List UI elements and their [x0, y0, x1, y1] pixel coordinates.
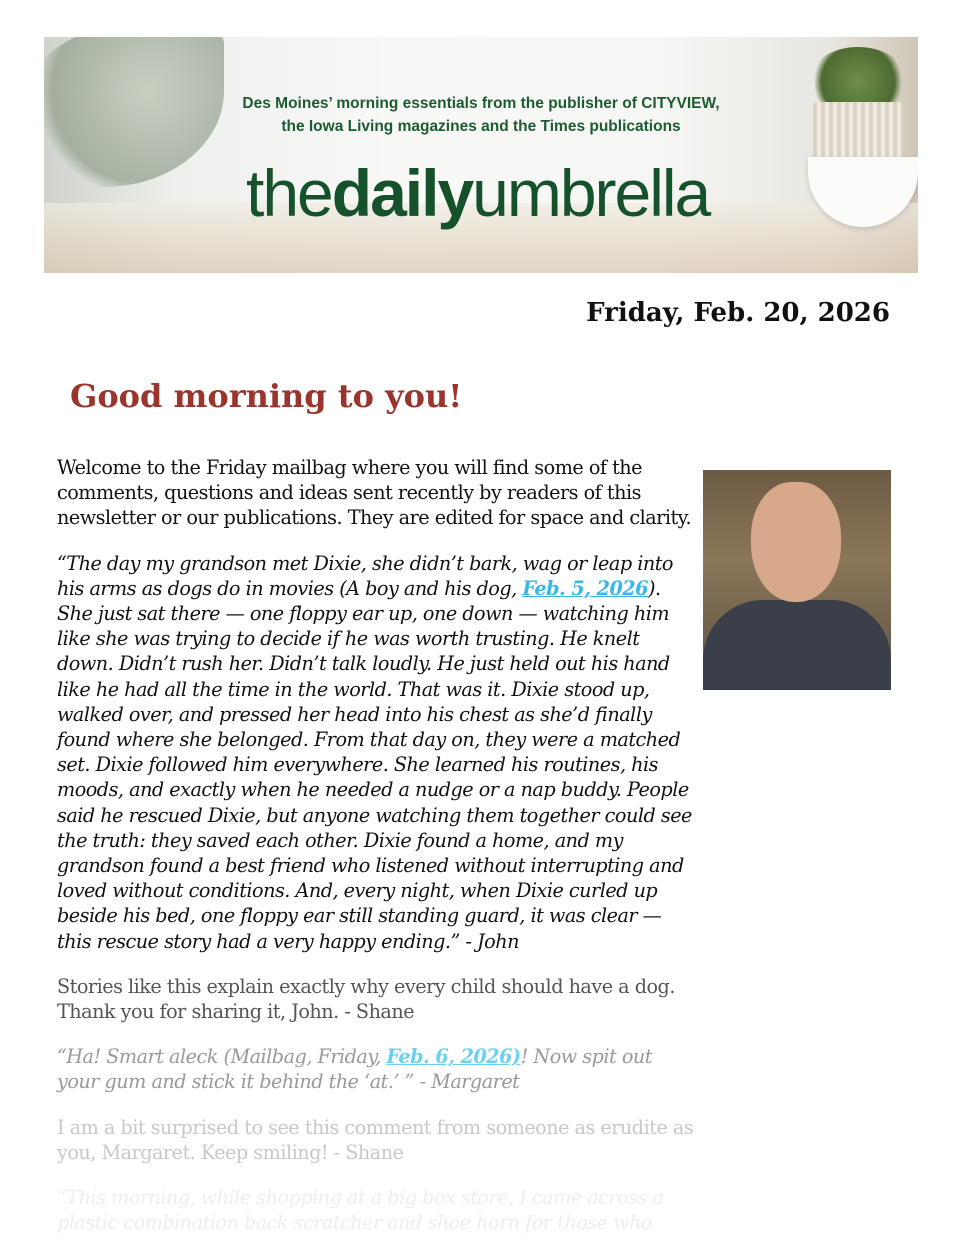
issue-date: Friday, Feb. 20, 2026	[586, 298, 890, 328]
photo-face	[751, 482, 841, 602]
letter-text: “The day my grandson met Dixie, she didn’t bark, wag or leap into his arms as dogs do in movies (A boy and his dog,	[57, 551, 673, 600]
reply-shane-2: I am a bit surprised to see this comment from someone as erudite as you, Margaret. Keep smiling! - Shane	[57, 1115, 694, 1164]
tagline-line-2: the Iowa Living magazines and the Times publications	[281, 118, 681, 135]
author-photo	[703, 470, 891, 690]
greeting-heading: Good morning to you!	[70, 377, 463, 415]
reader-letter-3: “This morning, while shopping at a big box store, I came across a plastic combination back scratcher and shoe horn for those who	[57, 1186, 664, 1235]
logo	[246, 153, 709, 233]
reader-letter-john	[57, 551, 697, 954]
letter-text: “Ha! Smart aleck (Mailbag, Friday,	[57, 1045, 387, 1069]
reply-shane-1: Stories like this explain exactly why every child should have a dog. Thank you for sharing it, John. - Shane	[57, 974, 675, 1024]
link-feb-5-2026[interactable]: Feb. 5, 2026	[522, 576, 649, 600]
tagline-line-1: Des Moines’ morning essentials from the publisher of CITYVIEW,	[242, 95, 720, 112]
header-banner	[44, 37, 918, 273]
link-feb-6-2026[interactable]: Feb. 6, 2026)	[386, 1045, 521, 1069]
article-body	[57, 455, 697, 1255]
letter-text: ! Now spit out your gum and stick it behind the ‘at.’ ” - Margaret	[57, 1045, 652, 1094]
logo-daily: daily	[331, 156, 473, 230]
tagline	[44, 92, 918, 138]
logo-the: the	[246, 156, 332, 230]
reader-letter-margaret	[57, 1044, 697, 1094]
photo-shirt	[703, 600, 891, 690]
intro-paragraph: Welcome to the Friday mailbag where you will find some of the comments, questions and ideas sent recently by readers of this newsletter or our publications. They are edited for space and clarity.	[57, 456, 692, 530]
logo-umbrella: umbrella	[472, 156, 710, 230]
letter-text: ). She just sat there — one floppy ear up, one down — watching him like she was trying to decide if he was worth trusting. He knelt down. Didn’t rush her. Didn’t talk loudly. He just held out his hand like he had all the time in the world. That was it. Dixie stood up, walked over, and pressed her head into his chest as she’d finally found where she belonged. From that day on, they were a matched set. Dixie followed him everywhere. She learned his routines, his moods, and exactly when he needed a nudge or a nap buddy. People said he rescued Dixie, but anyone watching them together could see the truth: they saved each other. Dixie found a home, and my grandson found a best friend who listened without interrupting and loved without conditions. And, every night, when Dixie curled up beside his bed, one floppy ear still standing guard, it was clear — this rescue story had a very happy ending.” - John	[57, 576, 692, 953]
